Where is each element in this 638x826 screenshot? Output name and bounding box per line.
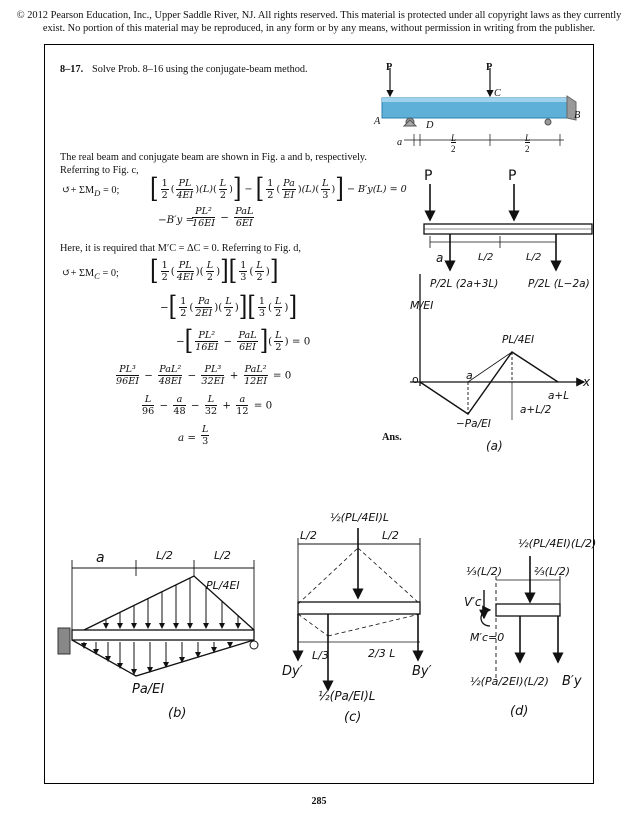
point-a-label: A <box>374 116 381 127</box>
fig-d-two3-l2: ⅔(L/2) <box>534 565 571 578</box>
fig-c-dim-l2a: L/2 <box>300 529 317 542</box>
copyright-notice: © 2012 Pearson Education, Inc., Upper Saddle River, NJ. All rights reserved. This material is protected under all copyright laws as they currently exist. No portion of this material may be reproduced, in any form or by any means, without permission in writing from the publisher. <box>16 10 622 34</box>
fig-c-top-load-label: ½(PL/4EI)L <box>330 511 390 524</box>
dim-2-label-1: 2 <box>451 144 456 154</box>
top-load-label-left: P <box>386 62 393 73</box>
eq2-body: $\frac{\text{PL²}}{16EI}$ − $\frac{\text{PaL}}{6EI}$ <box>192 206 254 229</box>
eq1-lhs: ↺+ $\Sigma M_D = 0$; <box>62 185 120 199</box>
fig-a-react-right: P/2L (L−2a) <box>528 278 590 290</box>
fig-a-m-ei: M/EI <box>410 299 434 312</box>
fig-c-dim-l2b: L/2 <box>382 529 399 542</box>
eq3-lhs: ↺+ $\Sigma M_C = 0$; <box>62 268 119 282</box>
fig-d-bottom-load-label: ½(Pa/2EI)(L/2) <box>470 675 549 688</box>
answer-lhs: a = <box>178 432 197 444</box>
fig-a-origin: o <box>412 373 419 386</box>
fig-d-mc <box>481 610 490 626</box>
fig-a-mark-a: a <box>466 369 473 382</box>
dim-l-label-1: L <box>451 133 457 143</box>
fig-a-label-p1: P <box>424 168 433 184</box>
fig-a-a-plus-l: a+L <box>548 390 570 402</box>
point-d-label: D <box>426 120 434 131</box>
fig-d-mc-label: M′c=0 <box>470 631 505 644</box>
fig-d-top-load-label: ½(PL/4EI)(L/2) <box>518 537 597 550</box>
eq2-lhs: −B′y = <box>158 214 195 226</box>
top-load-label-right: P <box>486 62 493 73</box>
problem-number: 8–17. <box>60 64 84 75</box>
intro-line-2: Referring to Fig. c, <box>60 165 139 176</box>
fig-c-dy-label: Dy′ <box>282 664 303 679</box>
fig-a-neg: −Pa/EI <box>456 418 491 430</box>
fig-a-react-left: P/2L (2a+3L) <box>430 278 499 290</box>
fig-b-beam <box>72 630 254 640</box>
answer-label: Ans. <box>382 432 402 443</box>
eq4: $\frac{\text{PL³}}{96EI}$ − $\frac{\text{PaL²}}{48EI}$ − $\frac{\text{PL³}}{32EI}$ + $\frac{\text{PaL²}}{12EI}$ = 0 <box>116 364 292 387</box>
fig-d-by-label: B′y <box>562 674 582 689</box>
here-text: Here, it is required that M′C = ΔC = 0. Referring to Fig. d, <box>60 243 301 254</box>
dim-a-label: a <box>397 137 403 148</box>
fig-d-l3-l2: ⅓(L/2) <box>466 565 503 578</box>
fig-b-caption: (b) <box>168 706 187 721</box>
figure-a <box>400 170 596 460</box>
fig-d-vc-label: V′c <box>464 595 482 609</box>
fig-b-dim-l2b: L/2 <box>214 549 231 562</box>
fig-a-peak: PL/4EI <box>502 334 535 346</box>
fig-b-dim-a: a <box>96 550 105 566</box>
fig-a-dim-a: a <box>436 251 444 265</box>
fig-c-beam <box>298 602 420 614</box>
fig-c-caption: (c) <box>344 710 362 725</box>
fig-a-dim-l2b: L/2 <box>526 252 542 263</box>
fig-b-neg: Pa/EI <box>132 682 165 697</box>
fig-a-a-plus-l2: a+L/2 <box>520 404 552 416</box>
intro-line-1: The real beam and conjugate beam are shown in Fig. a and b, respectively. <box>60 152 367 163</box>
eq5: $\frac{L}{96}$ − $\frac{a}{48}$ − $\frac{L}{32}$ + $\frac{a}{12}$ = 0 <box>142 394 273 417</box>
answer-value: $\frac{L}{3}$ <box>202 424 209 447</box>
fig-a-caption: (a) <box>486 439 503 453</box>
fig-a-label-p2: P <box>508 168 517 184</box>
fig-b-dim-l2a: L/2 <box>156 549 173 562</box>
fig-a-dim-l2a: L/2 <box>478 252 494 263</box>
fig-c-bottom-load-label: ½(Pa/EI)L <box>318 689 376 703</box>
fig-c-l3: L/3 <box>312 649 329 662</box>
roller-support <box>545 119 551 125</box>
fig-c-two-l3: 2/3 L <box>368 647 396 660</box>
figure-b <box>54 548 264 728</box>
dim-l-label-2: L <box>525 133 531 143</box>
eq3-line-1: [ $\frac{1}{2}$ ( $\frac{PL}{4EI}$ )( $\frac{L}{2}$ )][ $\frac{1}{3}$ ( $\frac{L}{2}$ )] <box>150 255 279 287</box>
fig-d-beam <box>496 604 560 616</box>
fig-d-caption: (d) <box>510 704 529 719</box>
eq1-body: [ $\frac{1}{2}$ ( $\frac{PL}{4EI}$ )(L)( $\frac{L}{2}$ )] − [ $\frac{1}{2}$ ( $\frac{Pa}{EI}$ )(L)( $\frac{L}{3}$ )] − B′y(L) = 0 <box>150 173 407 205</box>
point-c-label: C <box>494 88 501 99</box>
point-b-label: B <box>574 110 581 121</box>
problem-statement: Solve Prob. 8–16 using the conjugate-beam method. <box>92 64 308 75</box>
dim-2-label-2: 2 <box>525 144 530 154</box>
eq3-line-2: −[ $\frac{1}{2}$ ( $\frac{Pa}{2EI}$ )( $\frac{L}{2}$ )][ $\frac{1}{3}$ ( $\frac{L}{2}$ )] <box>160 291 298 323</box>
fig-b-left-support <box>58 628 70 654</box>
fig-b-negative-load <box>72 640 254 676</box>
beam-highlight <box>382 98 568 102</box>
fig-b-peak: PL/4EI <box>206 579 240 592</box>
fig-c-by-label: By′ <box>412 664 432 679</box>
fig-a-axis-x: x <box>583 375 591 389</box>
eq3-line-3: −[ $\frac{\text{PL²}}{16EI}$ − $\frac{\text{PaL}}{6EI}$ ]( $\frac{L}{2}$ ) = 0 <box>176 325 311 357</box>
page-number: 285 <box>311 796 327 807</box>
